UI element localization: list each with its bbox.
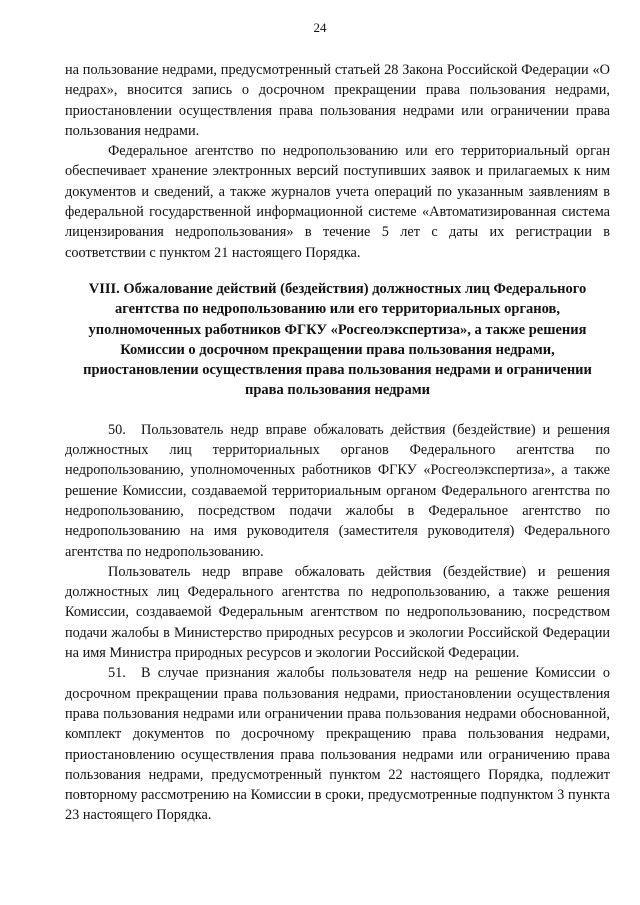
item-text: Пользователь недр вправе обжаловать действия (бездействие) и решения должностных лиц территориальных органов Федерального агентства по недропользованию, уполномоченных работников ФГКУ «Росгеолэкспертиза», а также решение Комиссии, создаваемой территориальным органом Федерального агентства по недропользованию, посредством подачи жалобы в Федеральное агентство по недропользованию на имя руководителя (заместителя руководителя) Федерального агентства по недропользованию. <box>65 421 610 560</box>
item-text: В случае признания жалобы пользователя недр на решение Комиссии о досрочном прекращении права пользования недрами, приостановлении осуществления права пользования недрами или ограничении права пользования недрами обоснованной, комплект документов по досрочному прекращению права пользования недрами, приостановлению осуществления права пользования недрами или ограничению права пользования недрами, предусмотренный пунктом 22 настоящего Порядка, подлежит повторному рассмотрению на Комиссии в сроки, предусмотренные подпунктом 3 пункта 23 настоящего Порядка. <box>65 665 610 824</box>
item-number: 50. <box>108 421 126 438</box>
section-heading: VIII. Обжалование действий (бездействия) должностных лиц Федерального агентства по недропользованию или его территориальных органов, уполномоченных работников ФГКУ «Росгеолэкспертиза», а также решения Комиссии о досрочном прекращении права пользования недрами, приостановлении осуществления права пользования недрами и ограничении права пользования недрами <box>83 280 592 399</box>
list-item <box>65 663 610 825</box>
list-item <box>65 420 610 562</box>
spacer <box>65 263 610 279</box>
list-item <box>65 562 610 663</box>
document-body <box>65 60 610 826</box>
paragraph-storage: Федеральное агентство по недропользованию или его территориальный орган обеспечивает хранение электронных версий поступивших заявок и прилагаемых к ним документов и сведений, а также журналов учета операций по указанным заявлениям в федеральной государственной информационной системе «Автоматизированная система лицензирования недропользования» в течение 5 лет с даты их регистрации в соответствии с пунктом 21 настоящего Порядка. <box>65 143 610 261</box>
item-text: Пользователь недр вправе обжаловать действия (бездействие) и решения должностных лиц Федерального агентства по недропользованию, а также решения Комиссии, создаваемой Федеральным агентством по недропользованию, посредством подачи жалобы в Министерство природных ресурсов и экологии Российской Федерации на имя Министра природных ресурсов и экологии Российской Федерации. <box>65 563 610 662</box>
spacer <box>65 401 610 420</box>
page-number: 24 <box>313 20 327 35</box>
paragraph-continuation: на пользование недрами, предусмотренный статьей 28 Закона Российской Федерации «О недрах», вносится запись о досрочном прекращении права пользования недрами, приостановлении осуществления права пользования недрами или ограничении права пользования недрами. <box>65 62 610 139</box>
item-number: 51. <box>108 665 126 682</box>
